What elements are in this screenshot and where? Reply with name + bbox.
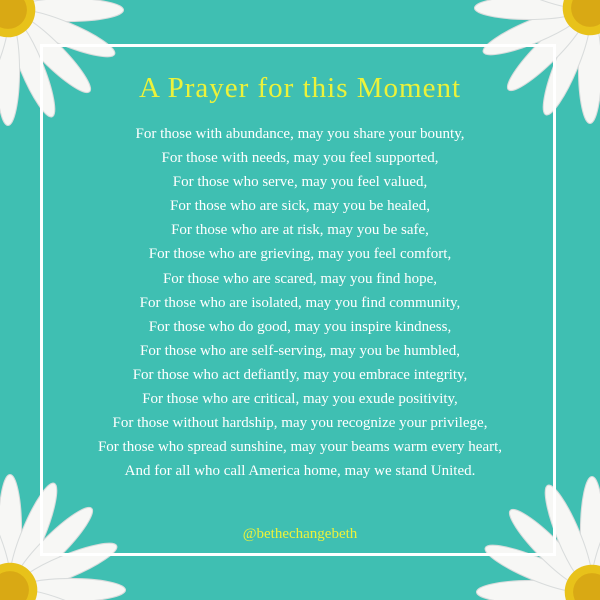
prayer-text xyxy=(50,122,550,483)
prayer-line: For those who are sick, may you be healed, xyxy=(170,198,430,215)
prayer-line: For those with needs, may you feel supported, xyxy=(161,150,439,167)
prayer-line: And for all who call America home, may we stand United. xyxy=(124,463,476,480)
prayer-line: For those who act defiantly, may you embrace integrity, xyxy=(132,366,468,383)
prayer-line: For those who are at risk, may you be safe, xyxy=(171,222,429,239)
prayer-line: For those who do good, may you inspire kindness, xyxy=(148,318,452,335)
prayer-line: For those who are self-serving, may you be humbled, xyxy=(140,342,460,359)
prayer-line: For those who are isolated, may you find community, xyxy=(139,294,461,311)
prayer-line: For those with abundance, may you share your bounty, xyxy=(135,126,465,142)
prayer-line: For those who spread sunshine, may your beams warm every heart, xyxy=(97,439,503,456)
author-handle: @bethechangebeth xyxy=(242,526,358,542)
prayer-line: For those who are grieving, may you feel comfort, xyxy=(148,246,452,263)
prayer-line: For those who serve, may you feel valued, xyxy=(172,174,428,191)
prayer-line: For those without hardship, may you recognize your privilege, xyxy=(112,415,488,432)
prayer-line: For those who are scared, may you find hope, xyxy=(162,270,438,287)
page-title: A Prayer for this Moment xyxy=(138,72,461,104)
prayer-line: For those who are critical, may you exude positivity, xyxy=(142,391,458,408)
